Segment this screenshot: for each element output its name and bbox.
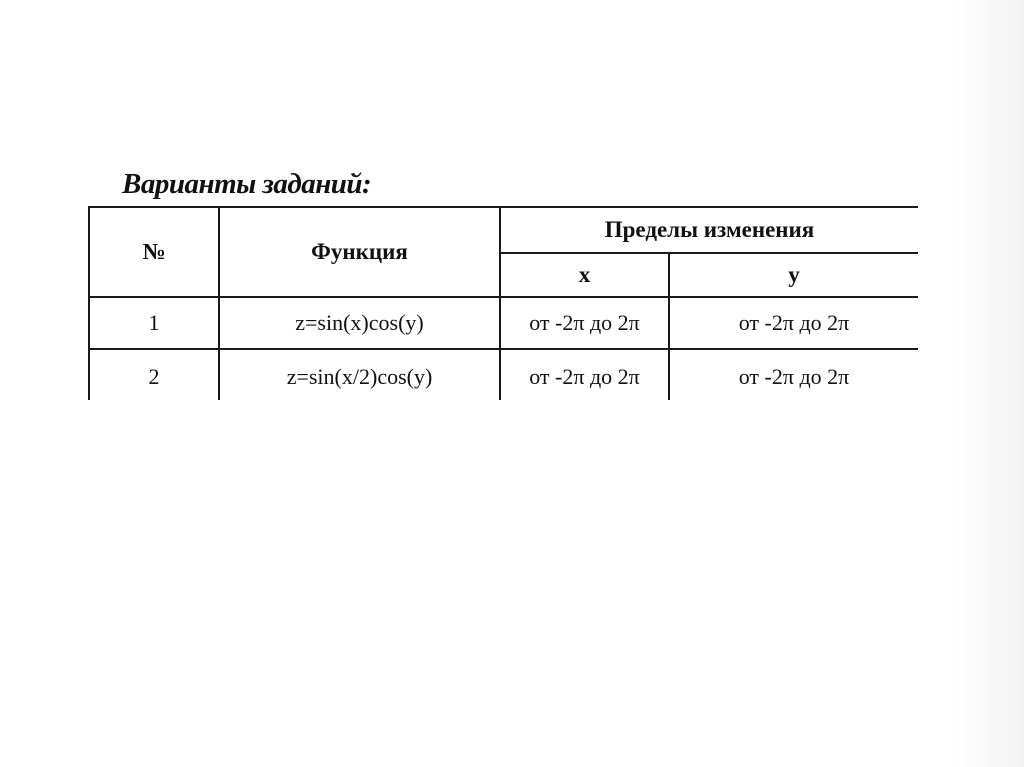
header-limits: Пределы изменения: [500, 207, 918, 253]
table-row: [89, 349, 918, 400]
table-row: [89, 297, 918, 349]
variants-table: [88, 206, 918, 400]
cell-function: z=sin(x/2)cos(y): [219, 349, 500, 400]
page-shadow: [954, 0, 1024, 767]
cell-function: z=sin(x)cos(y): [219, 297, 500, 349]
cell-y-range: от -2π до 2π: [669, 297, 918, 349]
cell-number: 1: [89, 297, 219, 349]
header-function: Функция: [219, 207, 500, 297]
cell-x-range: от -2π до 2π: [500, 349, 669, 400]
cell-x-range: от -2π до 2π: [500, 297, 669, 349]
header-number: №: [89, 207, 219, 297]
header-y: y: [669, 253, 918, 297]
variants-table-container: [88, 206, 918, 400]
variants-heading: Варианты заданий:: [122, 168, 372, 200]
table-header-row: [89, 207, 918, 253]
cell-number: 2: [89, 349, 219, 400]
cell-y-range: от -2π до 2π: [669, 349, 918, 400]
header-x: x: [500, 253, 669, 297]
